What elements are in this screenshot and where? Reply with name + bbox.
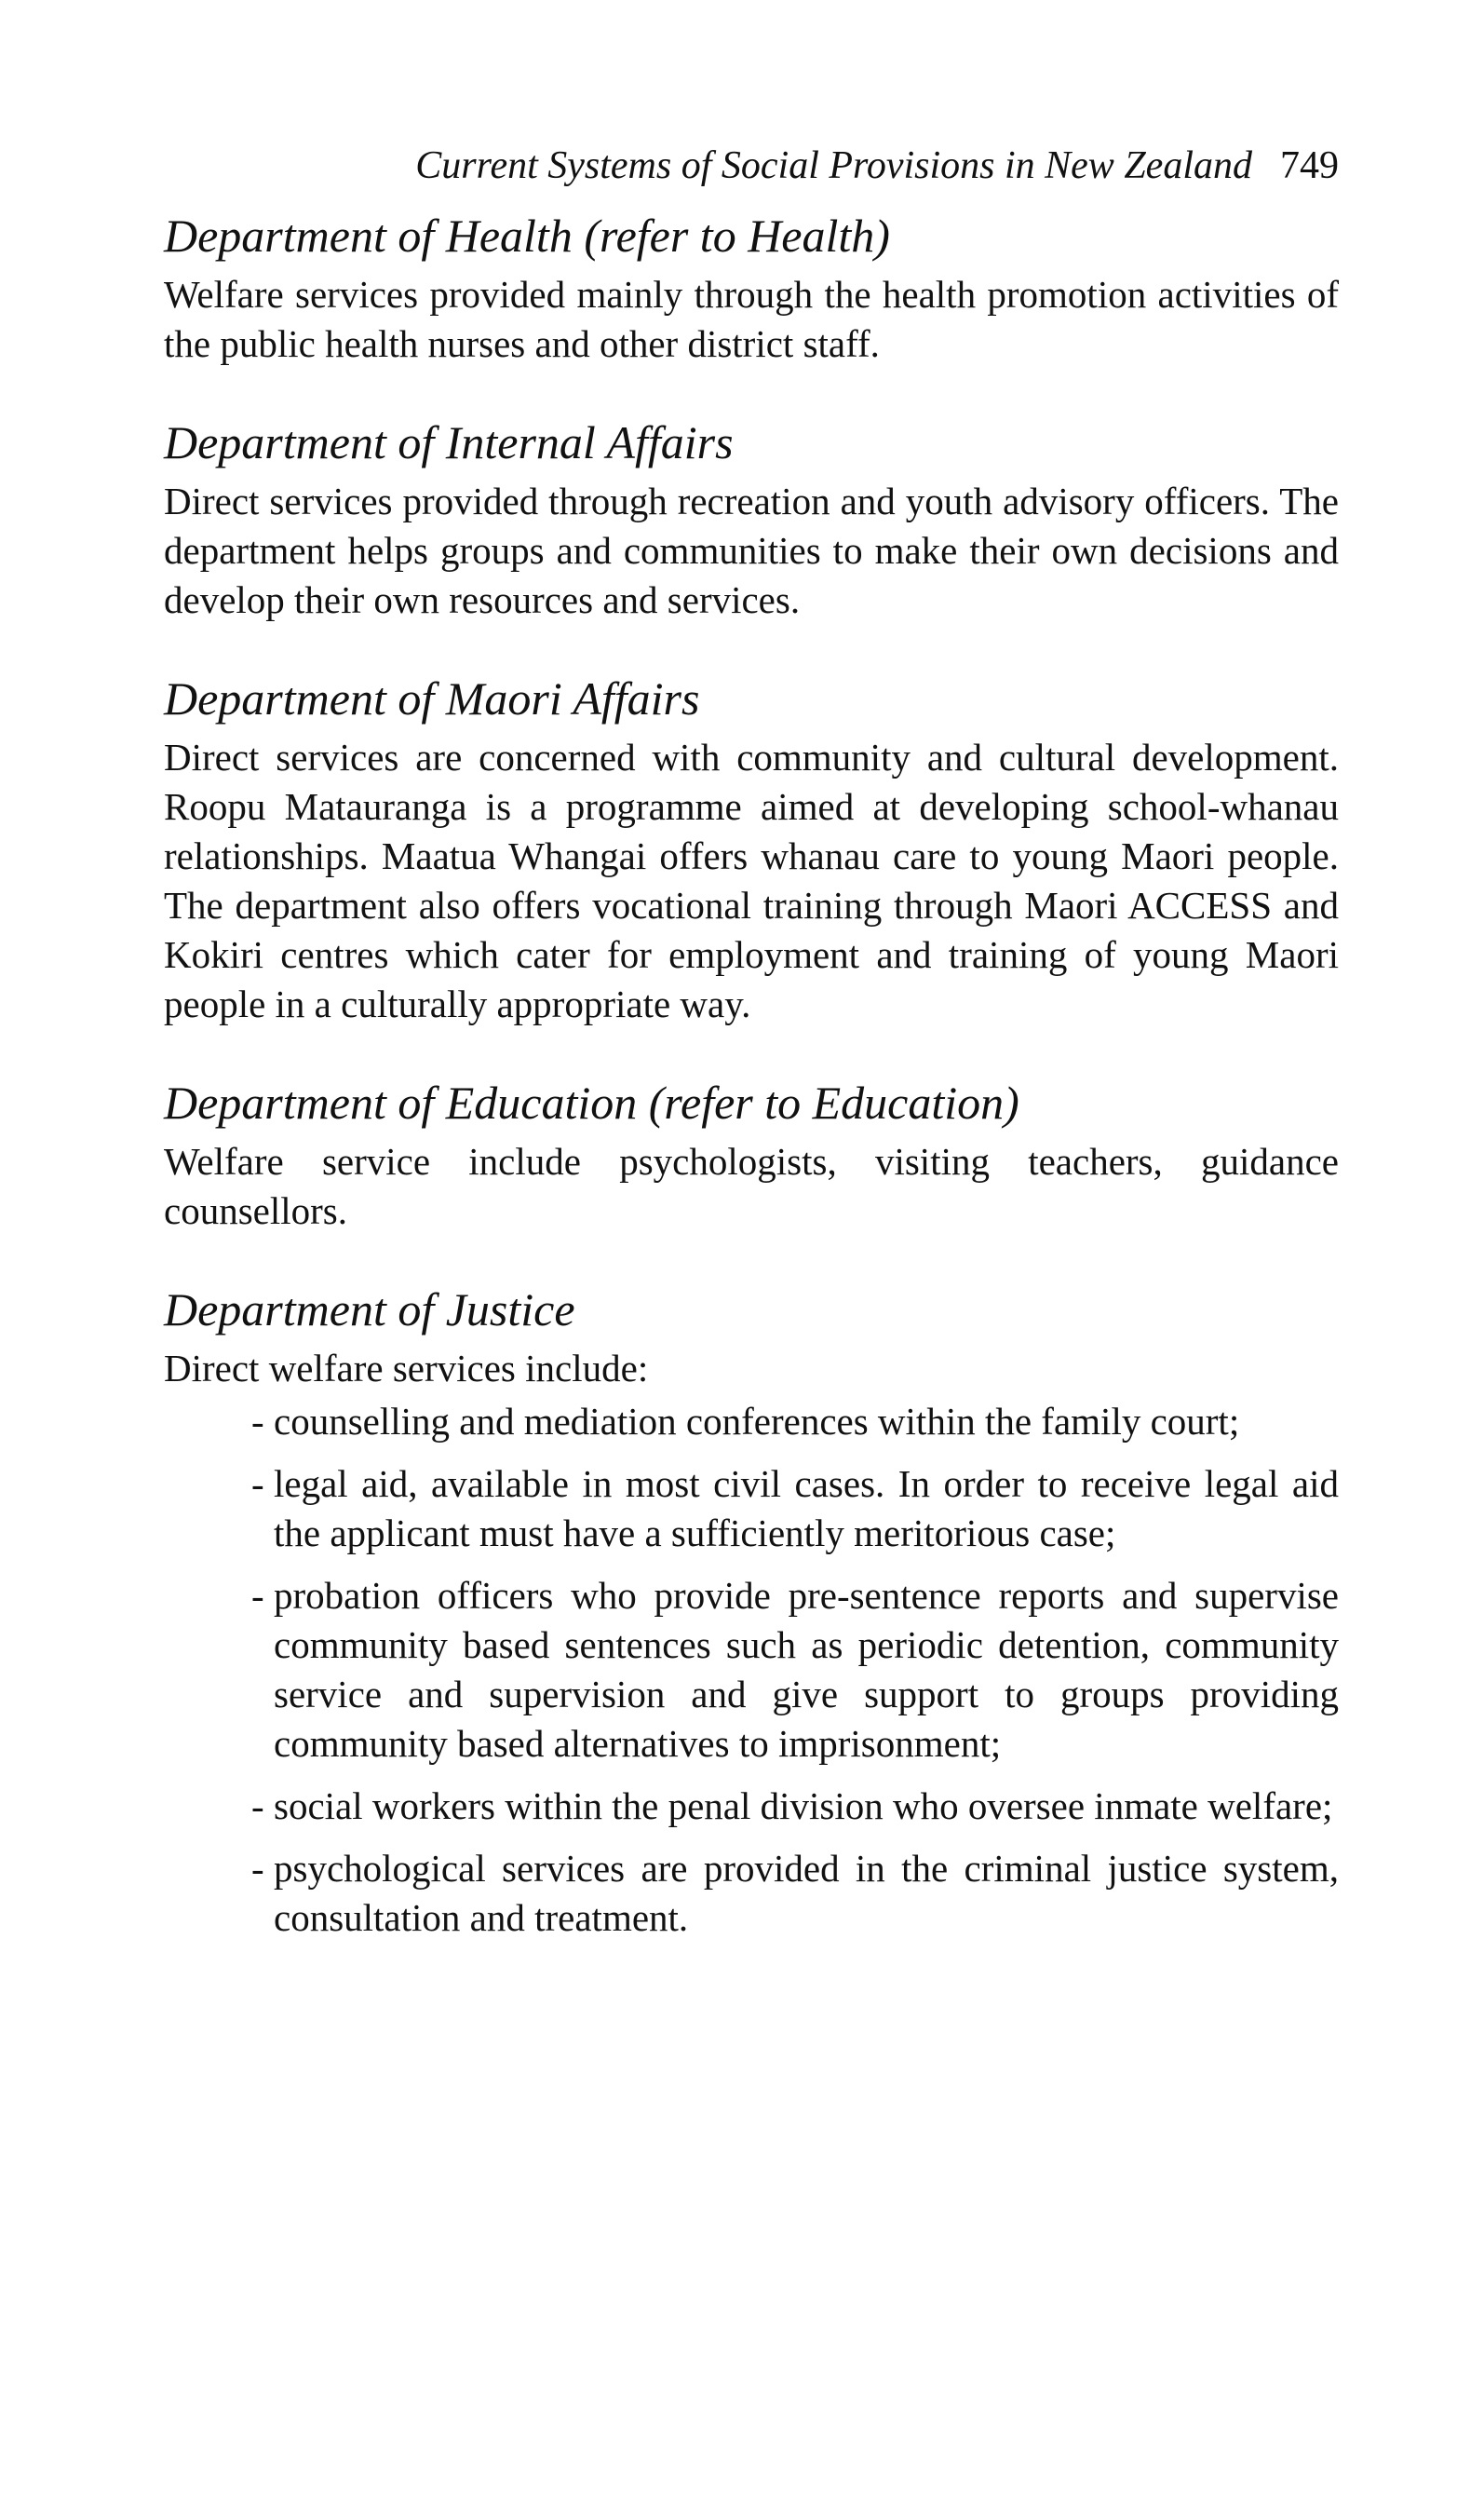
list-item-text: probation officers who provide pre-sentence reports and supervise community based sentences such as periodic detention, community service and supervision and give support to groups providing community based alternatives to imprisonment; [274, 1574, 1339, 1765]
section-body: Direct services provided through recreation and youth advisory officers. The department helps groups and communities to make their own decisions and develop their own resources and services. [164, 480, 1339, 621]
list-item-text: psychological services are provided in the criminal justice system, consultation and treatment. [274, 1847, 1339, 1939]
list-item [251, 1397, 1339, 1446]
section-heading: Department of Internal Affairs [164, 416, 734, 468]
list-item [251, 1782, 1339, 1831]
book-page [164, 140, 1339, 1986]
running-title: Current Systems of Social Provisions in New Zealand [415, 144, 1252, 187]
list-item [251, 1571, 1339, 1769]
section-health [164, 205, 1339, 369]
list-item-text: social workers within the penal division who oversee inmate welfare; [274, 1784, 1333, 1827]
section-justice [164, 1279, 1339, 1943]
section-heading: Department of Education (refer to Education) [164, 1077, 1019, 1129]
section-education [164, 1072, 1339, 1236]
section-heading: Department of Justice [164, 1283, 575, 1335]
section-internal-affairs [164, 412, 1339, 625]
section-body: Welfare service include psychologists, visiting teachers, guidance counsellors. [164, 1140, 1339, 1232]
dash-marker: - [251, 1574, 264, 1617]
page-number: 749 [1280, 144, 1339, 187]
section-body: Welfare services provided mainly through the health promotion activities of the public health nurses and other district staff. [164, 273, 1339, 365]
section-heading: Department of Maori Affairs [164, 672, 700, 725]
section-maori-affairs [164, 668, 1339, 1029]
list-item [251, 1459, 1339, 1558]
dash-marker: - [251, 1462, 264, 1505]
dash-marker: - [251, 1847, 264, 1890]
dash-marker: - [251, 1400, 264, 1443]
list-item-text: legal aid, available in most civil cases. In order to receive legal aid the applicant must have a sufficiently meritorious case; [274, 1462, 1339, 1554]
section-body: Direct welfare services include: [164, 1347, 649, 1390]
list-item-text: counselling and mediation conferences within the family court; [274, 1400, 1240, 1443]
section-body: Direct services are concerned with community and cultural development. Roopu Matauranga is a programme aimed at developing school-whanau relationships. Maatua Whangai offers whanau care to young Maori people. The department also offers vocational training through Maori ACCESS and Kokiri centres which cater for employment and training of young Maori people in a culturally appropriate way. [164, 736, 1339, 1025]
dash-marker: - [251, 1784, 264, 1827]
justice-services-list [164, 1397, 1339, 1943]
section-heading: Department of Health (refer to Health) [164, 210, 890, 262]
running-head [164, 140, 1339, 192]
list-item [251, 1844, 1339, 1943]
